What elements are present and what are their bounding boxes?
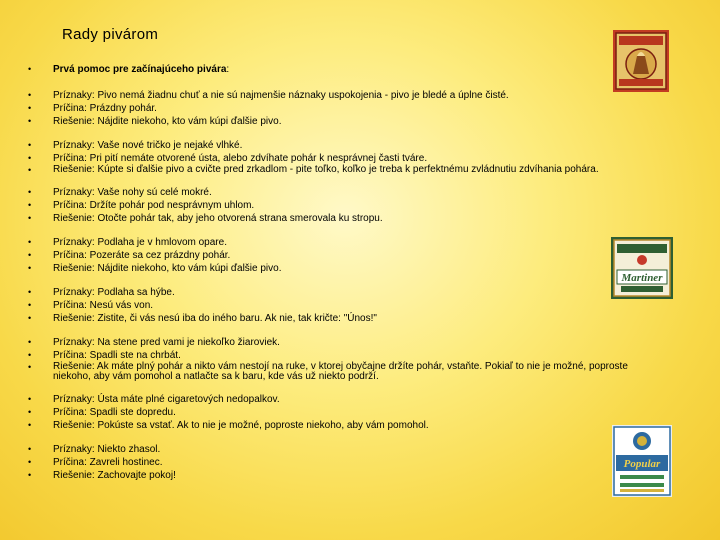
advice-text: Príznaky: Podlaha sa hýbe. (53, 287, 175, 298)
advice-text: Príčina: Spadli ste na chrbát. (53, 350, 181, 361)
advice-text: Riešenie: Zistite, či vás nesú iba do iného baru. Ak nie, tak kričte: "Únos!" (53, 313, 377, 324)
bullet: • (28, 362, 32, 372)
advice-group (28, 236, 668, 275)
symptom-line (28, 139, 668, 152)
advice-text: Riešenie: Nájdite niekoho, kto vám kúpi ďalšie pivo. (53, 116, 282, 127)
bullet: • (28, 407, 32, 417)
solution-line (28, 419, 668, 432)
bullet: • (28, 300, 32, 310)
advice-group (28, 186, 668, 225)
cause-line (28, 406, 668, 419)
advice-text: Riešenie: Zachovajte pokoj! (53, 470, 176, 481)
bullet: • (28, 470, 32, 480)
advice-text: Príznaky: Vaše nohy sú celé mokré. (53, 187, 212, 198)
advice-text: Riešenie: Ak máte plný pohár a nikto vám nestojí na ruke, v ktorej obyčajne držíte pohár, vstaňte. Pokiaľ to nie je možné, poproste niekoho, aby vám pomohol a natlačte sa k baru, kde vás už niekto podrží. (53, 361, 628, 382)
bullet: • (28, 313, 32, 323)
bullet: • (28, 337, 32, 347)
beer-label-top (613, 30, 669, 92)
advice-text: Príznaky: Ústa máte plné cigaretových nedopalkov. (53, 394, 280, 405)
solution-line (28, 262, 668, 275)
bullet: • (28, 444, 32, 454)
beer-label-martiner (611, 237, 673, 299)
advice-text: Príčina: Pozeráte sa cez prázdny pohár. (53, 250, 231, 261)
bullet: • (28, 103, 32, 113)
intro-line (28, 63, 668, 76)
advice-group (28, 89, 668, 128)
advice-text: Príznaky: Na stene pred vami je niekoľko žiaroviek. (53, 337, 280, 348)
solution-line (28, 212, 668, 225)
solution-line (28, 469, 668, 482)
advice-text: Príčina: Nesú vás von. (53, 300, 154, 311)
advice-text: Príznaky: Vaše nové tričko je nejaké vlhké. (53, 140, 243, 151)
bullet: • (28, 140, 32, 150)
solution-line (28, 312, 668, 325)
bullet: • (28, 90, 32, 100)
advice-text: Riešenie: Nájdite niekoho, kto vám kúpi ďalšie pivo. (53, 263, 282, 274)
advice-text: Riešenie: Pokúste sa vstať. Ak to nie je možné, poproste niekoho, aby vám pomohol. (53, 420, 429, 431)
cause-line (28, 299, 668, 312)
bullet: • (28, 287, 32, 297)
bullet: • (28, 250, 32, 260)
symptom-line (28, 336, 668, 349)
advice-text: Príčina: Zavreli hostinec. (53, 457, 163, 468)
advice-text: Príčina: Spadli ste dopredu. (53, 407, 176, 418)
martiner-label-text: Martiner (621, 272, 663, 284)
bullet: • (28, 165, 32, 175)
bullet: • (28, 64, 32, 74)
bullet: • (28, 263, 32, 273)
symptom-line (28, 89, 668, 102)
cause-line (28, 199, 668, 212)
bullet: • (28, 213, 32, 223)
symptom-line (28, 443, 668, 456)
bullet: • (28, 420, 32, 430)
solution-line (28, 165, 668, 175)
cause-line (28, 249, 668, 262)
advice-text: Príznaky: Podlaha je v hmlovom opare. (53, 237, 227, 248)
advice-text: Riešenie: Kúpte si ďalšie pivo a cvičte pred zrkadlom - pite toľko, koľko je treba k perfektnému zvládnutiu zdvíhania pohára. (53, 164, 599, 175)
advice-text: Príčina: Pri pití nemáte otvorené ústa, alebo zdvíhate pohár k nesprávnej časti tváre. (53, 153, 428, 164)
beer-label-popular (612, 425, 672, 497)
bullet: • (28, 187, 32, 197)
bullet: • (28, 153, 32, 163)
popular-label-text: Popular (623, 458, 661, 470)
solution-line (28, 115, 668, 128)
advice-text: Príčina: Prázdny pohár. (53, 103, 157, 114)
page-title: Rady pivárom (62, 26, 159, 43)
bullet: • (28, 116, 32, 126)
solution-line (28, 362, 668, 382)
symptom-line (28, 393, 668, 406)
cause-line (28, 102, 668, 115)
advice-group (28, 139, 668, 175)
intro-heading: Prvá pomoc pre začínajúceho pivára (53, 64, 227, 75)
advice-list (28, 63, 668, 493)
bullet: • (28, 350, 32, 360)
symptom-line (28, 186, 668, 199)
advice-text: Príznaky: Niekto zhasol. (53, 444, 161, 455)
bullet: • (28, 394, 32, 404)
advice-group (28, 336, 668, 382)
advice-text: Riešenie: Otočte pohár tak, aby jeho otvorená strana smerovala ku stropu. (53, 213, 383, 224)
bullet: • (28, 457, 32, 467)
advice-text: Príznaky: Pivo nemá žiadnu chuť a nie sú najmenšie náznaky uspokojenia - pivo je bledé a úplne čisté. (53, 90, 509, 101)
cause-line (28, 456, 668, 469)
symptom-line (28, 236, 668, 249)
bullet: • (28, 200, 32, 210)
intro-colon: : (226, 64, 230, 75)
symptom-line (28, 286, 668, 299)
advice-text: Príčina: Držíte pohár pod nesprávnym uhlom. (53, 200, 255, 211)
advice-group (28, 393, 668, 432)
advice-group (28, 286, 668, 325)
intro-item (28, 63, 668, 76)
bullet: • (28, 237, 32, 247)
advice-group (28, 443, 668, 482)
